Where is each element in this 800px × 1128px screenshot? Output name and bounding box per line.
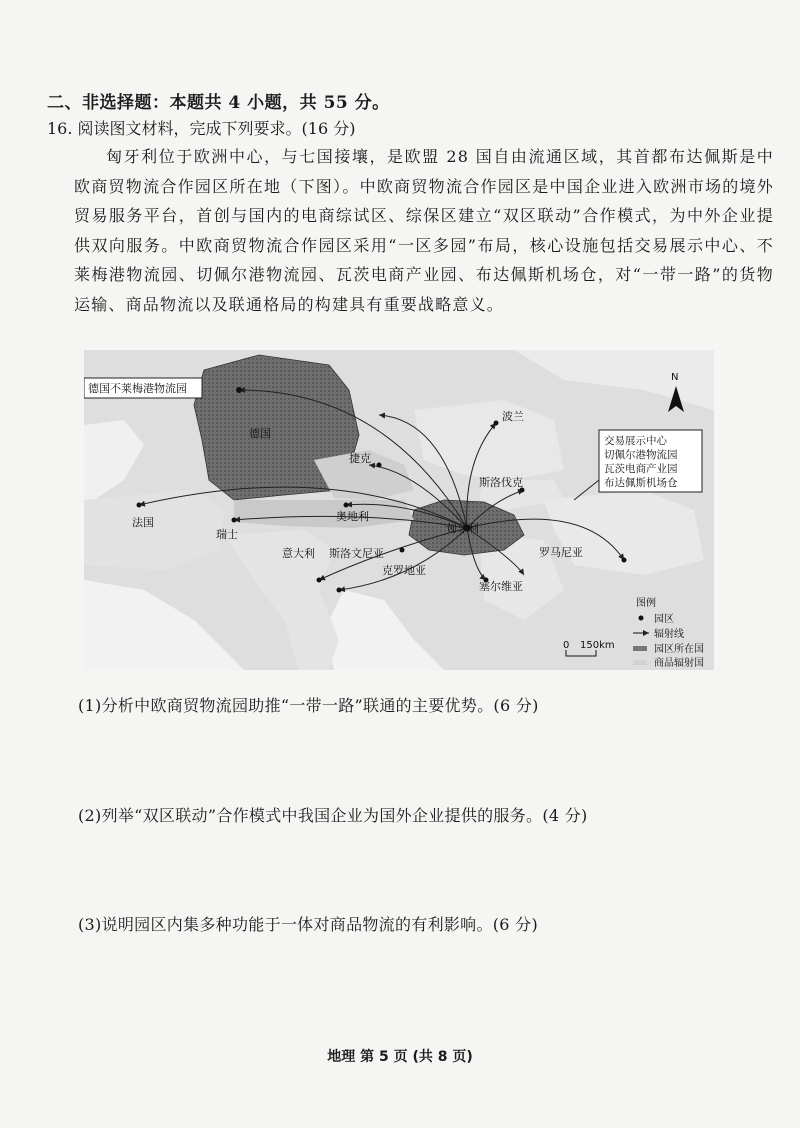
svg-text:商品辐射国: 商品辐射国 — [654, 658, 704, 669]
facility-4: 布达佩斯机场仓 — [604, 477, 678, 489]
bremen-label: 德国不莱梅港物流园 — [88, 382, 187, 395]
europe-map — [84, 350, 714, 670]
romania-label: 罗马尼亚 — [539, 546, 583, 559]
svg-text:N: N — [671, 372, 679, 383]
question-1: (1)分析中欧商贸物流园助推“一带一路”联通的主要优势。(6 分) — [78, 696, 539, 715]
facility-1: 交易展示中心 — [604, 435, 667, 447]
question-2: (2)列举“双区联动”合作模式中我国企业为国外企业提供的服务。(4 分) — [78, 806, 588, 825]
austria-label: 奥地利 — [336, 510, 369, 523]
germany-label: 德国 — [249, 427, 271, 440]
question-heading: 16. 阅读图文材料，完成下列要求。(16 分) — [47, 119, 356, 138]
svg-text:图例: 图例 — [636, 598, 656, 609]
bremen-park-dot — [236, 387, 242, 393]
section-title: 二、非选择题：本题共 4 小题，共 55 分。 — [47, 93, 390, 113]
italy-label: 意大利 — [282, 547, 315, 560]
page-footer: 地理 第 5 页 (共 8 页) — [327, 1049, 473, 1065]
hungary-label: 匈牙利 — [446, 522, 479, 535]
slovakia-label: 斯洛伐克 — [479, 476, 523, 489]
svg-text:150km: 150km — [580, 640, 615, 651]
question-3: (3)说明园区内集多种功能于一体对商品物流的有利影响。(6 分) — [78, 915, 539, 934]
switzerland-label: 瑞士 — [216, 528, 238, 541]
poland-label: 波兰 — [502, 410, 524, 423]
facility-3: 瓦茨电商产业园 — [604, 463, 678, 475]
svg-text:园区: 园区 — [654, 614, 674, 625]
svg-text:0: 0 — [563, 640, 570, 651]
svg-text:园区所在国: 园区所在国 — [654, 644, 704, 655]
material-paragraph: 匈牙利位于欧洲中心，与七国接壤，是欧盟 28 国自由流通区域，其首都布达佩斯是中欧商贸物流合作园区所在地（下图）。中欧商贸物流合作园区是中国企业进入欧洲市场的境外贸易服务平台，首创与国内的电商综试区、综保区建立“双区联动”合作模式，为中外企业提供双向服务。中欧商贸物流合作园区采用“一区多园”布局，核心设施包括交易展示中心、不莱梅港物流园、切佩尔港物流园、瓦茨电商产业园、布达佩斯机场仓，对“一带一路”的货物运输、商品物流以及联通格局的构建具有重要战略意义。 — [74, 147, 774, 314]
serbia-label: 塞尔维亚 — [479, 580, 523, 593]
czech-label: 捷克 — [349, 452, 371, 465]
france-label: 法国 — [132, 516, 154, 529]
facility-2: 切佩尔港物流园 — [604, 449, 678, 461]
croatia-label: 克罗地亚 — [382, 564, 426, 577]
slovenia-label: 斯洛文尼亚 — [329, 547, 384, 560]
svg-text:辐射线: 辐射线 — [654, 629, 684, 640]
